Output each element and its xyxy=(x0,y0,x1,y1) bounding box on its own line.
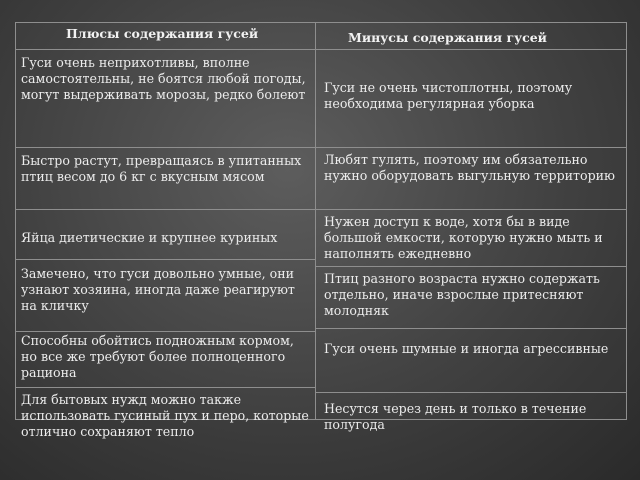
pros-cell: Быстро растут, превращаясь в упитанных птиц весом до 6 кг с вкусным мясом xyxy=(16,148,315,210)
pros-cell: Способны обойтись подножным кормом, но все же требуют более полноценного рациона xyxy=(16,332,315,388)
cons-cell: Любят гулять, поэтому им обязательно нужно оборудовать выгульную территорию xyxy=(316,148,626,210)
cons-cell: Гуси очень шумные и иногда агрессивные xyxy=(316,329,626,393)
pros-column xyxy=(16,50,316,439)
pros-cell: Замечено, что гуси довольно умные, они узнают хозяина, иногда даже реагируют на кличку xyxy=(16,260,315,332)
cons-column xyxy=(316,50,626,432)
cons-cell: Гуси не очень чистоплотны, поэтому необходима регулярная уборка xyxy=(316,50,626,148)
cons-cell: Несутся через день и только в течение полугода xyxy=(324,401,587,432)
header-cons: Минусы содержания гусей xyxy=(316,23,626,50)
comparison-table xyxy=(15,22,627,439)
pros-cell: Яйца диетические и крупнее куриных xyxy=(16,210,315,260)
header-pros: Плюсы содержания гусей xyxy=(16,23,316,50)
cons-cell: Нужен доступ к воде, хотя бы в виде большой емкости, которую нужно мыть и наполнять ежедневно xyxy=(316,210,626,267)
cons-cell: Птиц разного возраста нужно содержать отдельно, иначе взрослые притесняют молодняк xyxy=(316,267,626,329)
pros-cell: Гуси очень неприхотливы, вполне самостоятельны, не боятся любой погоды, могут выдерживать морозы, редко болеют xyxy=(16,50,315,148)
pros-cell: Для бытовых нужд можно также использовать гусиный пух и перо, которые отлично сохраняют тепло xyxy=(21,392,309,439)
